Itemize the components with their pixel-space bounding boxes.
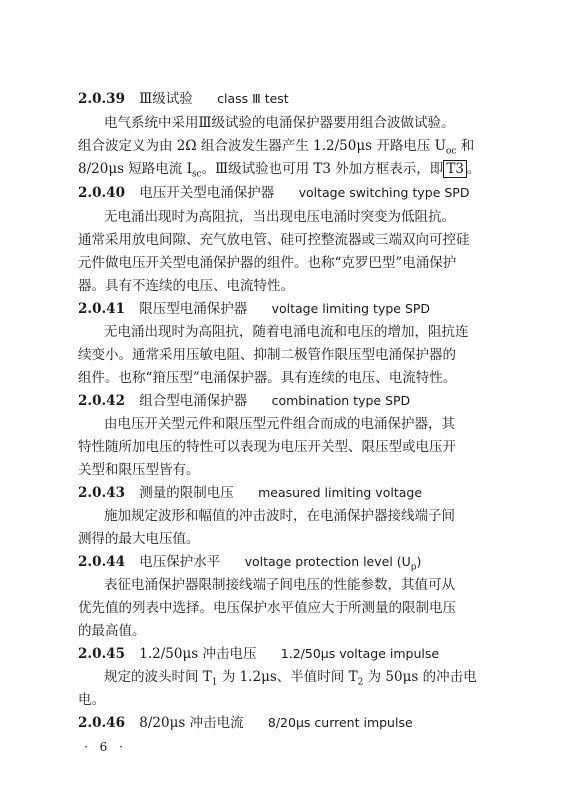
boxed-label: T3 [443, 160, 467, 178]
term-english: measured limiting voltage [258, 485, 423, 500]
body-line: 特性随所加电压的特性可以表现为电压开关型、限压型或电压开 [78, 439, 456, 455]
entry-heading [78, 645, 490, 663]
body-line: 无电涌出现时为高阻抗，当出现电压电涌时突变为低阻抗。 [104, 209, 455, 225]
term-chinese: Ⅲ级试验 [139, 91, 193, 107]
entry-number: 2.0.43 [78, 485, 125, 501]
term-english: 1.2/50μs voltage impulse [280, 646, 440, 661]
body-line: 施加规定波形和幅值的冲击波时，在电涌保护器接线端子间 [104, 508, 455, 524]
entry-number: 2.0.44 [78, 554, 125, 570]
body-line: 续变小。通常采用压敏电阻、抑制二极管作限压型电涌保护器的 [78, 347, 456, 363]
body-line: 组合波定义为由 2Ω 组合波发生器产生 1.2/50μs 开路电压 $U_{oc}$ 和 [78, 138, 475, 157]
term-english: class Ⅲ test [217, 91, 289, 106]
term-chinese: 1.2/50μs 冲击电压 [139, 646, 257, 662]
body-line: 电气系统中采用Ⅲ级试验的电涌保护器要用组合波做试验。 [104, 115, 455, 131]
entry-number: 2.0.41 [78, 301, 125, 317]
term-english: voltage limiting type SPD [271, 301, 431, 316]
body-line: 的最高值。 [78, 623, 146, 639]
term-chinese: 限压型电涌保护器 [139, 301, 248, 317]
term-english: voltage protection level $(U_p)$ [244, 554, 422, 573]
page-number: · 6 · [84, 740, 127, 754]
term-chinese: 组合型电涌保护器 [139, 393, 248, 409]
term-chinese: 电压保护水平 [139, 554, 221, 570]
entry-number: 2.0.45 [78, 646, 125, 662]
body-line: 器。具有不连续的电压、电流特性。 [78, 278, 294, 294]
entry-heading [78, 392, 490, 410]
body-line: 组件。也称“箝压型”电涌保护器。具有连续的电压、电流特性。 [78, 370, 457, 386]
body-line: 表征电涌保护器限制接线端子间电压的性能参数，其值可从 [104, 577, 455, 593]
entry-heading [78, 90, 490, 108]
term-english: voltage switching type SPD [298, 185, 470, 200]
body-line: 由电压开关型元件和限压型元件组合而成的电涌保护器，其 [104, 416, 455, 432]
term-chinese: 电压开关型电涌保护器 [139, 185, 275, 201]
entry-heading [78, 553, 490, 577]
entry-heading [78, 184, 490, 202]
term-chinese: 测量的限制电压 [139, 485, 234, 501]
body-line: 元件做电压开关型电涌保护器的组件。也称“克罗巴型”电涌保护 [78, 255, 457, 271]
body-line: 关型和限压型皆有。 [78, 462, 200, 478]
body-line: 通常采用放电间隙、充气放电管、硅可控整流器或三端双向可控硅 [78, 232, 470, 248]
entry-number: 2.0.40 [78, 185, 125, 201]
entry-heading [78, 714, 490, 732]
body-line: 无电涌出现时为高阻抗，随着电涌电流和电压的增加，阻抗连 [104, 324, 469, 340]
entry-heading [78, 484, 490, 502]
entry-heading [78, 300, 490, 318]
term-english: 8/20μs current impulse [267, 715, 413, 730]
entry-number: 2.0.46 [78, 715, 125, 731]
entry-number: 2.0.42 [78, 393, 125, 409]
body-line: 8/20μs 短路电流 $I_{sc}$。Ⅲ级试验也可用 T3 外加方框表示，即 T3 。 [78, 161, 481, 180]
body-line: 规定的波头时间 $T_1$ 为 1.2μs、半值时间 $T_2$ 为 50μs 的冲击电 [104, 669, 477, 688]
body-line: 电。 [78, 692, 105, 708]
body-line: 测得的最大电压值。 [78, 531, 200, 547]
body-line: 优先值的列表中选择。电压保护水平值应大于所测量的限制电压 [78, 600, 456, 616]
entry-number: 2.0.39 [78, 91, 125, 107]
term-english: combination type SPD [271, 393, 411, 408]
term-chinese: 8/20μs 冲击电流 [139, 715, 244, 731]
